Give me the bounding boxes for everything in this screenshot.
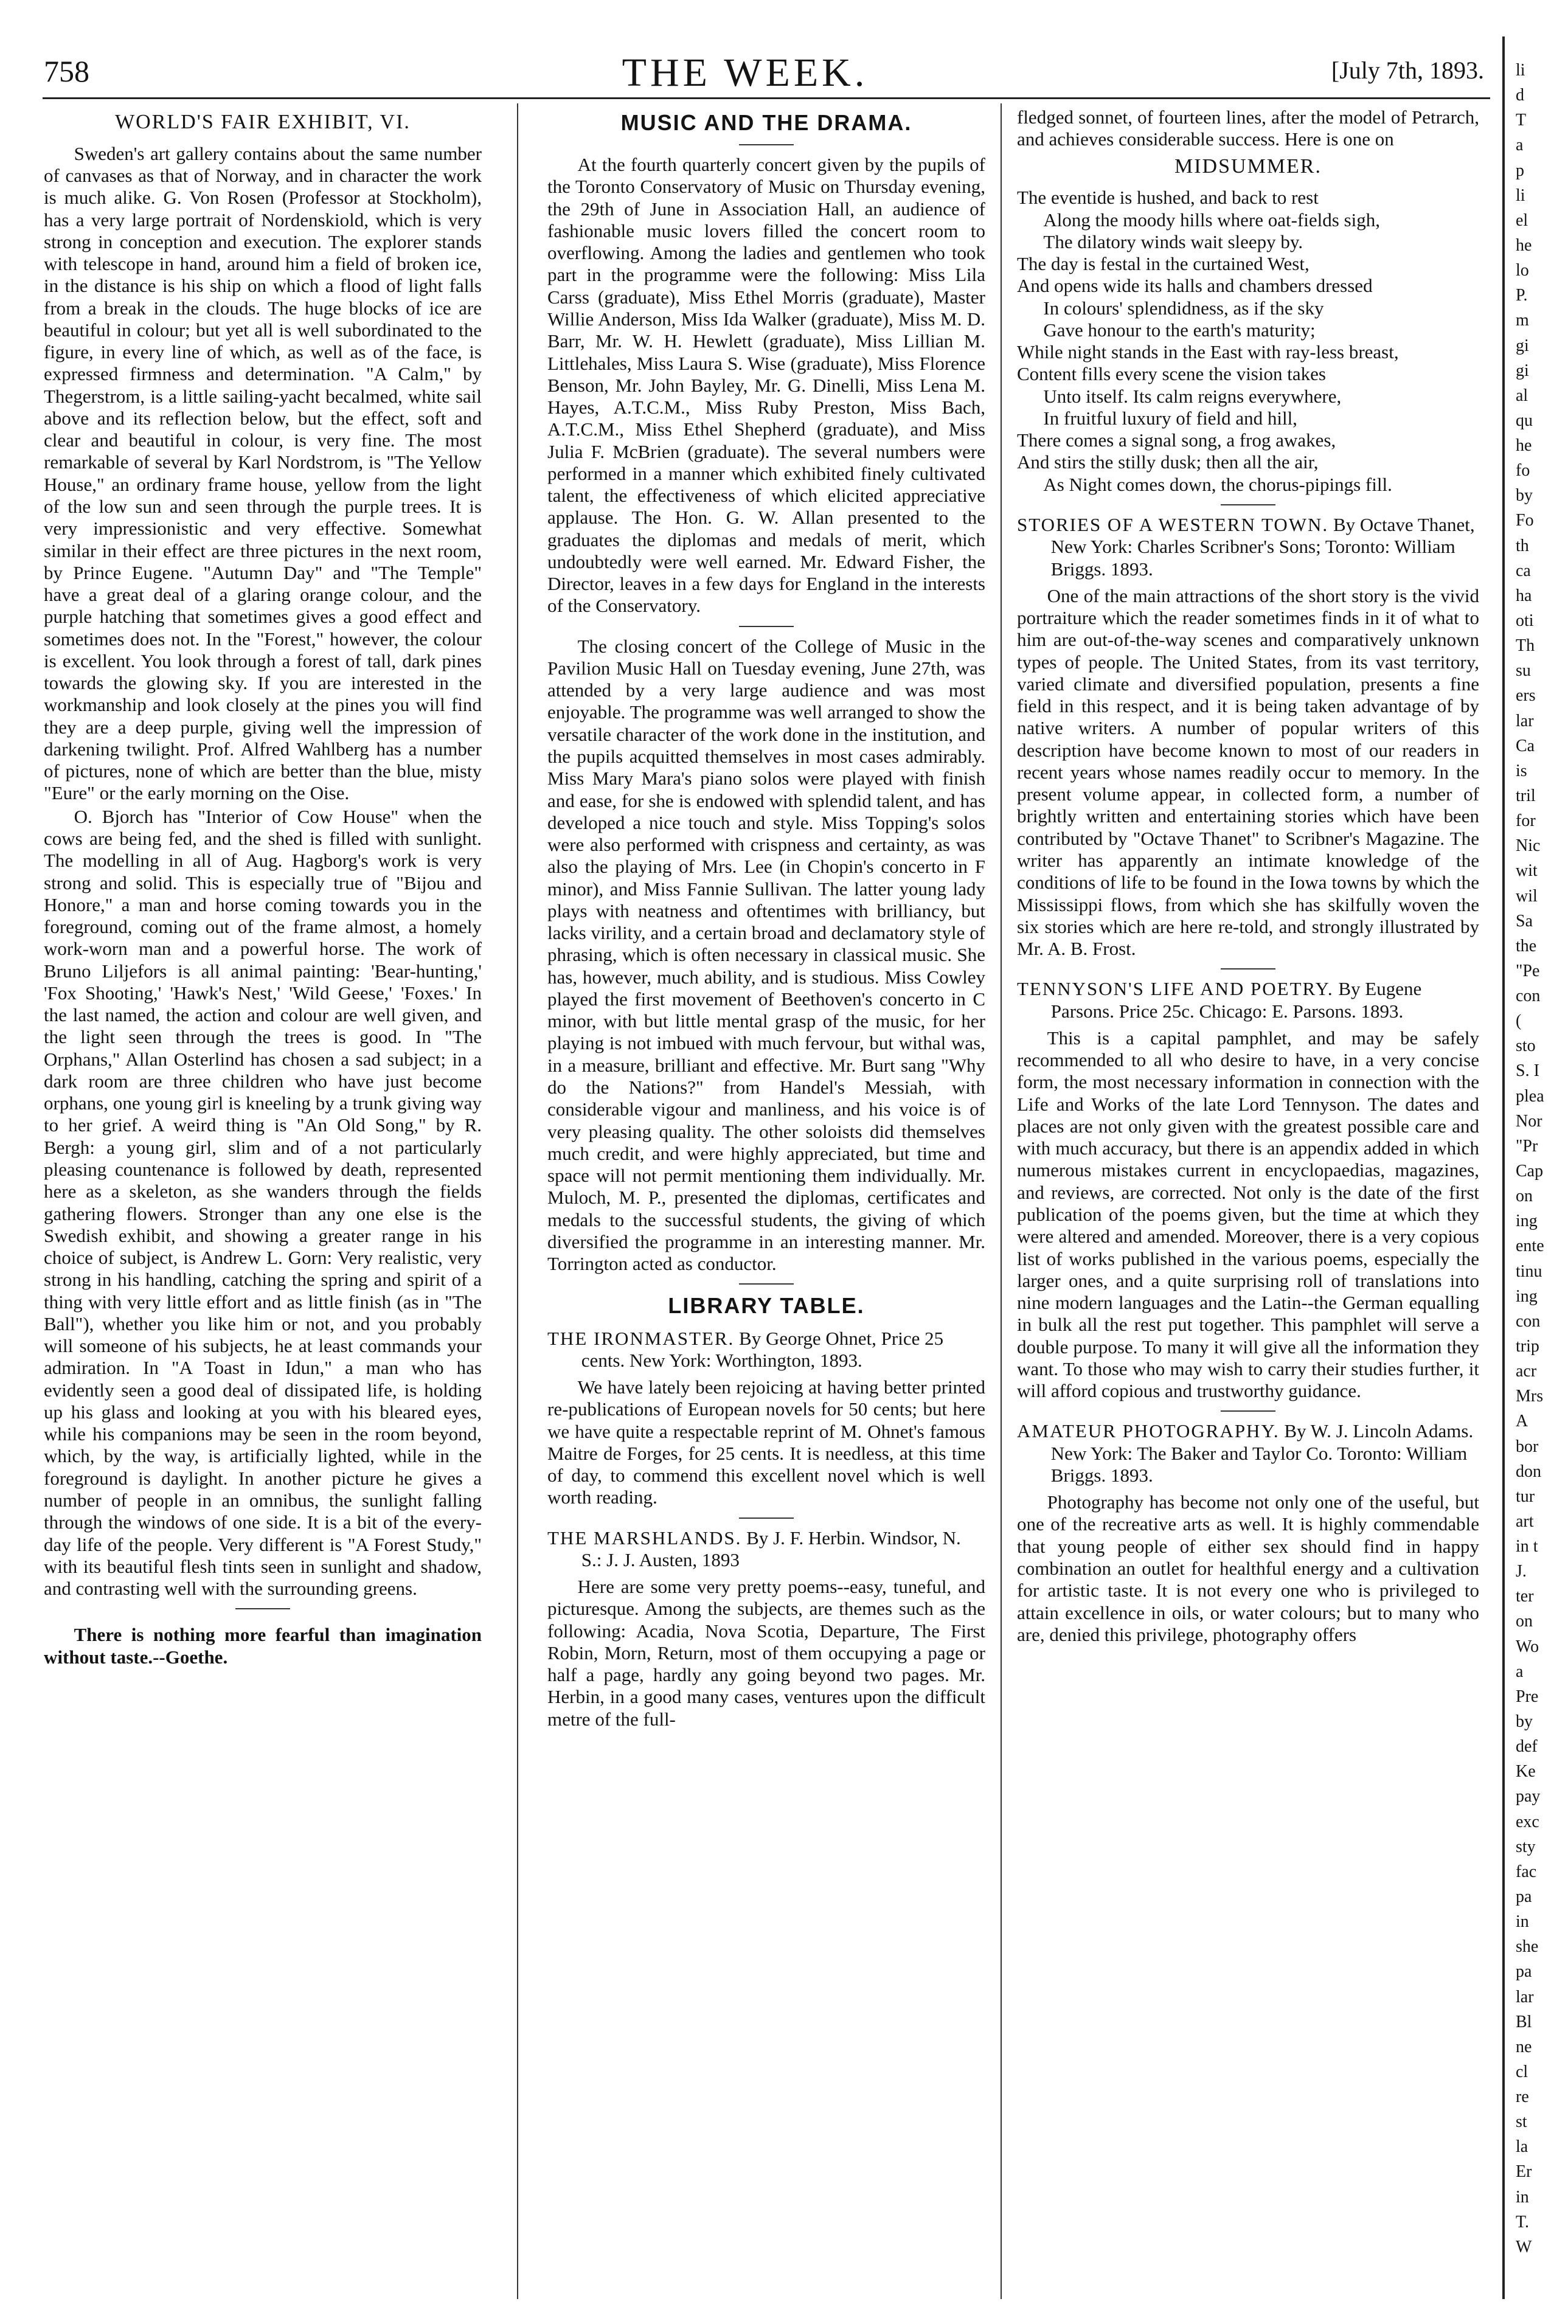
edge-fragment: con (1516, 987, 1541, 1006)
poem-line: In fruitful luxury of field and hill, (1043, 407, 1297, 429)
poem-midsummer (1017, 187, 1479, 496)
edge-fragment: el (1516, 210, 1528, 230)
poem-line: And stirs the stilly dusk; then all the air, (1017, 451, 1319, 473)
edge-fragment: th (1516, 536, 1529, 555)
book-details: By W. J. Lincoln Adams. New York: The Baker and Taylor Co. Toronto: William Briggs. 1893. (1050, 1420, 1474, 1486)
book-review: This is a capital pamphlet, and may be safely recommended to all who desire to have, in a very concise form, the most necessary information in connection with the Life and Works of the late Lord Tennyson. The dates and places are not only given with the greatest possible care and with much accuracy, but there is an appendix added in which numerous mistakes current in encyclopaedias, magazines, and reviews, are corrected. Not only is the date of the first publication of the poems given, but the time at which they were altered and amended. Moreover, there is a very copious list of works published in the various poems, especially the larger ones, and a quite surprising roll of translations into nine modern languages and the Latin--the German equalling in bulk all the rest put together. This pamphlet will serve a double purpose. To many it will give all the information they want. To those who may wish to carry their studies further, it will afford copious and trustworthy guidance. (1017, 1027, 1479, 1402)
edge-fragment: W (1516, 2237, 1532, 2256)
edge-fragment: wil (1516, 886, 1538, 906)
edge-fragment: in (1516, 2187, 1529, 2207)
edge-fragment: lo (1516, 261, 1529, 280)
edge-fragment: Mrs (1516, 1387, 1544, 1406)
edge-fragment: li (1516, 61, 1525, 80)
edge-fragment: P. (1516, 286, 1528, 305)
edge-fragment: wit (1516, 861, 1538, 881)
edge-fragment: acr (1516, 1362, 1537, 1381)
edge-fragment: bor (1516, 1437, 1539, 1456)
book-title-marshlands (547, 1527, 985, 1572)
edge-fragment: Cap (1516, 1162, 1544, 1181)
edge-fragment: def (1516, 1737, 1538, 1757)
edge-fragment: m (1516, 311, 1529, 330)
edge-fragment: "Pe (1516, 961, 1540, 980)
article-paragraph: O. Bjorch has "Interior of Cow House" when the cows are being fed, and the shed is filled with sunlight. The modelling in all of Aug. Hagborg's work is very strong and solid. This is especially true of "Bijou and Honore," a man and horse coming towards you in the foreground, coming out of the frame almost, a homely work-worn man and a powerful horse. The work of Bruno Liljefors is all animal painting: 'Bear-hunting,' 'Fox Shooting,' 'Hawk's Nest,' 'Wild Geese,' 'Foxes.' In the last named, the action and colour are well given, and the light seen through the trees is good. In "The Orphans," Allan Osterlind has chosen a sad subject; in a dark room are three children who have just become orphans, one young girl is kneeling by a trunk giving way to her grief. A weird thing is "An Old Song," by R. Bergh: a young girl, slim and of a not particularly pleasing countenance is followed by death, represented here as a skeleton, as she wanders through the fields gathering flowers. Stronger than any one else is the Swedish exhibit, and showing a greater range in his choice of subject, is Andrew L. Gorn: Very realistic, very strong in his handling, catching the spring and spirit of a thing with very little effort and as little finish (as in "The Ball"), whether you like him or not, and you probably will someone of his subjects, he at least commands your admiration. In "A Toast in Idun," a man who has evidently seen a good deal of dissipated life, is holding up his glass and looking at you with his bleared eyes, while his companions may be seen in the room beyond, which, by the way, is artificially lighted, while in the foreground is daylight. In another picture he gives a number of people in an omnibus, the sunlight falling through the windows of one side. It is a bit of the every-day life of the people. Very different is "A Forest Study," with its beautiful flesh tints seen in sunlight and shadow, and contrasting well with the surrounding greens. (44, 805, 482, 1600)
edge-fragment: ha (1516, 586, 1532, 605)
book-review: One of the main attractions of the short story is the vivid portraiture which the reader sometimes finds in it of what to him are out-of-the-way scenes and comparatively unknown types of people. The United States, from its vast territory, varied climate and diversified population, presents a fine field in this respect, and it is being taken advantage of by native writers. A number of popular writers of this description have become known to most of our readers in recent years whose names readily occur to memory. In the present volume appear, in collected form, a number of brightly written and entertaining stories which have been contributed by "Octave Thanet" to Scribner's Magazine. The writer has apparently an intimate knowledge of the conditions of life to be found in the Iowa towns by which the Mississippi flows, from which she has skilfully woven the six stories which are here re-told, and strongly illustrated by Mr. A. B. Frost. (1017, 584, 1479, 960)
edge-fragment: p (1516, 161, 1524, 180)
edge-fragment: in t (1516, 1537, 1538, 1556)
edge-fragment: pa (1516, 1887, 1532, 1906)
edge-fragment: plea (1516, 1086, 1544, 1106)
poem-line: Unto itself. Its calm reigns everywhere, (1043, 385, 1342, 407)
edge-fragment: A (1516, 1412, 1528, 1431)
edge-fragment: fo (1516, 461, 1530, 480)
edge-fragment: for (1516, 811, 1536, 831)
page-number: 758 (44, 54, 89, 88)
edge-fragment: gi (1516, 336, 1529, 355)
edge-fragment: pay (1516, 1787, 1541, 1806)
masthead-title: THE WEEK. (622, 50, 869, 95)
edge-fragment: she (1516, 1937, 1539, 1957)
column-music-drama (547, 106, 985, 1732)
edge-fragment: Fo (1516, 511, 1534, 530)
edge-fragment: ter (1516, 1587, 1534, 1606)
edge-fragment: li (1516, 186, 1525, 205)
column-reviews (1017, 106, 1479, 1647)
edge-fragment: T (1516, 111, 1527, 130)
section-rule (739, 1283, 794, 1285)
edge-fragment: by (1516, 1712, 1533, 1731)
page-header (0, 50, 1490, 96)
edge-fragment: gi (1516, 361, 1529, 380)
edge-fragment: ne (1516, 2037, 1532, 2056)
edge-fragment: by (1516, 486, 1533, 505)
edge-fragment: fac (1516, 1862, 1537, 1881)
edge-fragment: re (1516, 2087, 1529, 2107)
edge-fragment: d (1516, 86, 1524, 105)
edge-fragment: Wo (1516, 1637, 1539, 1656)
book-title: THE MARSHLANDS. (547, 1527, 742, 1549)
goethe-quote: There is nothing more fearful than imagination without taste.--Goethe. (44, 1624, 482, 1668)
edge-fragment: ing (1516, 1212, 1538, 1231)
book-details: By J. F. Herbin. Windsor, N. S.: J. J. Austen, 1893 (581, 1527, 961, 1570)
edge-fragment: trip (1516, 1336, 1539, 1356)
edge-fragment: Sa (1516, 911, 1533, 931)
book-review: Photography has become not only one of the useful, but one of the recreative arts as well. It is highly commendable that young people of either sex should find in happy combination an outlet for healthful energy and a cultivation for artistic taste. It is not every one who is privileged to attain excellence in oils, or water colours; but to many who are, denied this privilege, photography offers (1017, 1491, 1479, 1645)
edge-fragment: sto (1516, 1036, 1536, 1056)
book-title-ironmaster (547, 1328, 985, 1372)
poem-line: As Night comes down, the chorus-pipings fill. (1043, 473, 1392, 495)
edge-fragment: oti (1516, 611, 1534, 630)
article-paragraph: fledged sonnet, of fourteen lines, after the model of Petrarch, and achieves considerable success. Here is one on (1017, 106, 1479, 150)
edge-fragment: in (1516, 1912, 1529, 1932)
section-rule (739, 626, 794, 627)
edge-fragment: Nic (1516, 836, 1541, 856)
edge-fragment: tril (1516, 786, 1536, 805)
edge-fragment: su (1516, 661, 1531, 681)
edge-fragment: a (1516, 1662, 1524, 1681)
edge-fragment: ers (1516, 686, 1536, 706)
edge-fragment: art (1516, 1511, 1534, 1531)
edge-fragment: the (1516, 936, 1537, 956)
article-paragraph: The closing concert of the College of Music in the Pavilion Music Hall on Tuesday evening, June 27th, was attended by a very large audience and was most enjoyable. The programme was well arranged to show the versatile character of the work done in the institution, and the pupils acquitted themselves in most cases admirably. Miss Mary Mara's piano solos were played with finish and ease, for she is endowed with splendid talent, and has developed a nice touch and style. Miss Topping's solos were also performed with crispness and certainty, as was also the playing of Mrs. Lee (in Chopin's concerto in F minor), and Miss Fannie Sullivan. The latter young lady plays with neatness and oftentimes with brilliancy, but lacks virility, and a certain broad and declamatory style of phrasing, which is often necessary in classical music. She has, however, much ability, and is studious. Miss Cowley played the first movement of Beethoven's concerto in C minor, with but little mental grasp of the music, for her playing is not imbued with much fervour, but withal was, in a measure, brilliant and effective. Mr. Burt sang "Why do the Nations?" from Handel's Messiah, with considerable vigour and manliness, and his voice is of very pleasing quality. The other soloists did themselves much credit, and were highly appreciated, but time and space will not permit mentioning them individually. Mr. Muloch, M. P., presented the diplomas, certificates and medals to the successful students, the giving of which diversified the programme in an interesting manner. Mr. Torrington acted as conductor. (547, 635, 985, 1275)
section-rule (1221, 1410, 1275, 1412)
book-details: By George Ohnet, Price 25 cents. New York: Worthington, 1893. (581, 1327, 944, 1371)
edge-fragment: S. I (1516, 1061, 1539, 1081)
edge-fragment: la (1516, 2137, 1528, 2157)
poem-title: MIDSUMMER. (1174, 154, 1322, 178)
edge-fragment: st (1516, 2112, 1527, 2132)
edge-fragment: qu (1516, 411, 1533, 430)
adjacent-page-edge (1502, 36, 1568, 2299)
column-divider-1 (517, 103, 518, 2299)
article-heading-worlds-fair: WORLD'S FAIR EXHIBIT, VI. (115, 111, 411, 133)
column-divider-2 (1001, 103, 1002, 2299)
edge-fragment: "Pr (1516, 1136, 1538, 1156)
edge-fragment: is (1516, 761, 1527, 780)
edge-fragment: ca (1516, 561, 1531, 580)
poem-line: And opens wide its halls and chambers dressed (1017, 275, 1373, 297)
book-review: Here are some very pretty poems--easy, tuneful, and picturesque. Among the subjects, are themes such as the following: Acadia, Nova Scotia, Departure, The First Robin, Morn, Return, most of them occupying a page or half a page, hardly any going beyond two pages. Mr. Herbin, in a good many cases, ventures upon the difficult metre of the full- (547, 1576, 985, 1730)
edge-fragment: a (1516, 136, 1524, 155)
issue-date: [July 7th, 1893. (1331, 57, 1484, 84)
poem-line: There comes a signal song, a frog awakes, (1017, 429, 1336, 451)
article-paragraph: At the fourth quarterly concert given by the pupils of the Toronto Conservatory of Music on Thursday evening, the 29th of June in Association Hall, an audience of fashionable music lovers filled the concert room to overflowing. Among the ladies and gentlemen who took part in the programme were the following: Miss Lila Carss (graduate), Miss Ethel Morris (graduate), Master Willie Anderson, Miss Ida Walker (graduate), Miss M. D. Barr, Mr. W. H. Hewlett (graduate), Miss Lillian M. Littlehales, Miss Laura S. Wise (graduate), Miss Florence Benson, Mr. John Bayley, Mr. G. Dinelli, Miss Lena M. Hayes, A.T.C.M., Miss Ruby Preston, Miss Bach, A.T.C.M., Miss Ethel Shepherd (graduate), and Miss Julia F. McBrien (graduate). The several numbers were performed in a manner which exhibited finely cultivated talent, the effectiveness of which elicited appreciative applause. The Hon. G. W. Allan presented to the graduates the diplomas and medals of merit, which undoubtedly were well earned. Mr. Edward Fisher, the Director, leaves in a few days for England in the interests of the Conservatory. (547, 154, 985, 617)
edge-fragment: he (1516, 235, 1532, 255)
book-details: By Eugene Parsons. Price 25c. Chicago: E. Parsons. 1893. (1050, 978, 1422, 1022)
header-rule (43, 97, 1490, 99)
edge-fragment: exc (1516, 1812, 1539, 1831)
book-review: We have lately been rejoicing at having better printed re-publications of European novels for 50 cents; but here we have quite a respectable reprint of M. Ohnet's famous Maitre de Forges, for 25 cents. It is needless, at this time of day, to commend this excellent novel which is well worth reading. (547, 1376, 985, 1508)
poem-line: In colours' splendidness, as if the sky (1043, 297, 1324, 319)
edge-fragment: he (1516, 436, 1532, 456)
edge-fragment: J. (1516, 1562, 1527, 1581)
edge-fragment: Bl (1516, 2012, 1532, 2031)
column-world-fair (44, 106, 482, 1668)
edge-fragment: pa (1516, 1962, 1532, 1982)
edge-fragment: Pre (1516, 1687, 1539, 1706)
poem-line: Along the moody hills where oat-fields sigh, (1043, 209, 1381, 231)
edge-fragment: on (1516, 1187, 1533, 1206)
section-rule (235, 1608, 290, 1609)
poem-line: While night stands in the East with ray-less breast, (1017, 341, 1399, 363)
edge-fragment: on (1516, 1612, 1533, 1631)
article-paragraph: Sweden's art gallery contains about the same number of canvases as that of Norway, and in character the work is much alike. G. Von Rosen (Professor at Stockholm), has a very large portrait of Nordenskiold, which is very strong in conception and execution. The explorer stands with telescope in hand, around him a field of broken ice, in the distance is his ship on which a flood of light falls from a break in the clouds. The huge blocks of ice are beautiful in colour; but yet all is well subordinated to the figure, in every line of which, as well as of the face, is expressed firmness and determination. "A Calm," by Thegerstrom, is a little sailing-yacht becalmed, white sail above and its reflection below, but the effect, soft and clear and beautiful in colour, is very fine. The most remarkable of several by Karl Nordstrom, is "The Yellow House," an ordinary frame house, yellow from the light of the low sun and seen through the purple trees. It is very impressionistic and very effective. Somewhat similar in their effect are three pictures in the next room, by Prince Eugene. "Autumn Day" and "The Temple" have a great deal of a glaring orange colour, and the purple hatching that sometimes gives a good effect and sometimes does not. In the "Forest," however, the colour is excellent. You look through a forest of tall, dark pines towards the glowing sky. If you are interested in the workmanship and look closely at the pines you will find they are a deep purple, giving well the impression of darkening twilight. Prof. Alfred Wahlberg has a number of pictures, none of which are better than the blue, misty "Eure" or the early morning on the Oise. (44, 142, 482, 804)
section-heading-library-table: LIBRARY TABLE. (668, 1293, 865, 1319)
poem-line: Content fills every scene the vision takes (1017, 363, 1326, 385)
edge-fragment: con (1516, 1311, 1541, 1331)
edge-fragment: ente (1516, 1237, 1544, 1256)
edge-fragment: don (1516, 1462, 1541, 1481)
book-title: TENNYSON'S LIFE AND POETRY. (1017, 978, 1334, 1000)
edge-fragment: Ke (1516, 1762, 1536, 1781)
edge-fragment: lar (1516, 1987, 1534, 2007)
edge-fragment: tur (1516, 1486, 1535, 1506)
section-rule (739, 1518, 794, 1519)
edge-fragment: Ca (1516, 736, 1535, 755)
section-rule (739, 144, 794, 145)
section-rule (1221, 504, 1275, 505)
edge-fragment: cl (1516, 2062, 1528, 2081)
edge-fragment: lar (1516, 711, 1534, 730)
page-binding-line (1502, 36, 1505, 2299)
poem-line: The eventide is hushed, and back to rest (1017, 187, 1319, 209)
edge-fragment: sty (1516, 1837, 1536, 1856)
section-rule (1221, 968, 1275, 969)
book-details: By Octave Thanet, New York: Charles Scribner's Sons; Toronto: William Briggs. 1893. (1050, 514, 1475, 580)
book-title-tennyson (1017, 978, 1479, 1022)
book-title: AMATEUR PHOTOGRAPHY. (1017, 1420, 1280, 1442)
book-title: THE IRONMASTER. (547, 1327, 735, 1349)
poem-line: The dilatory winds wait sleepy by. (1043, 231, 1303, 252)
edge-fragment: T. (1516, 2212, 1530, 2232)
article-heading-music-drama: MUSIC AND THE DRAMA. (620, 110, 912, 135)
book-title-western-town (1017, 514, 1479, 580)
book-title: STORIES OF A WESTERN TOWN. (1017, 514, 1329, 536)
edge-fragment: Th (1516, 636, 1535, 656)
edge-fragment: ing (1516, 1286, 1538, 1306)
poem-line: The day is festal in the curtained West, (1017, 253, 1310, 275)
edge-fragment: Er (1516, 2162, 1532, 2182)
edge-fragment: tinu (1516, 1261, 1542, 1281)
edge-fragment: ( (1516, 1011, 1522, 1031)
poem-line: Gave honour to the earth's maturity; (1043, 319, 1316, 341)
edge-fragment: al (1516, 386, 1528, 405)
edge-fragment: Nor (1516, 1111, 1542, 1131)
book-title-photography (1017, 1420, 1479, 1486)
